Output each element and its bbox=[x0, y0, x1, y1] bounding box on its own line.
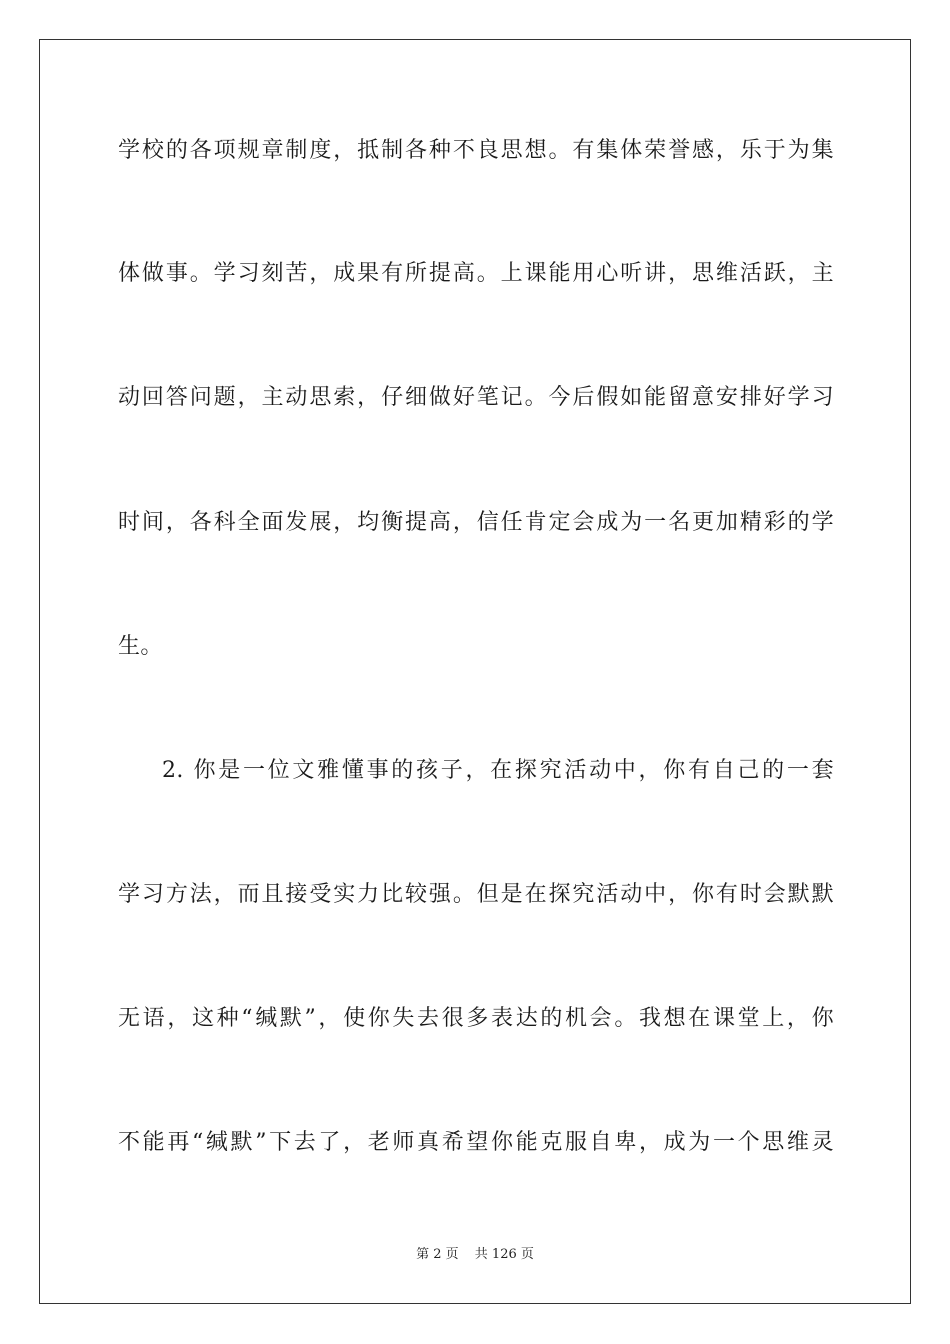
text-line: 学校的各项规章制度，抵制各种不良思想。有集体荣誉感，乐于为集 bbox=[118, 138, 834, 163]
text-line: 动回答问题，主动思索，仔细做好笔记。今后假如能留意安排好学习 bbox=[118, 385, 834, 410]
text-line: 时间，各科全面发展，均衡提高，信任肯定会成为一名更加精彩的学 bbox=[118, 510, 834, 535]
page-footer bbox=[0, 1246, 950, 1264]
text-line: 学习方法，而且接受实力比较强。但是在探究活动中，你有时会默默 bbox=[118, 882, 834, 907]
text-line: 不能再“缄默”下去了，老师真希望你能克服自卑，成为一个思维灵 bbox=[118, 1130, 834, 1155]
text-line: 无语，这种“缄默”，使你失去很多表达的机会。我想在课堂上，你 bbox=[118, 1006, 834, 1031]
text-line: 体做事。学习刻苦，成果有所提高。上课能用心听讲，思维活跃，主 bbox=[118, 261, 834, 286]
page-number: 第 2 页 bbox=[416, 1247, 459, 1262]
text-line: 生。 bbox=[118, 634, 163, 659]
page-border bbox=[39, 39, 911, 1304]
page-total: 共 126 页 bbox=[474, 1247, 534, 1262]
text-line: 2. 你是一位文雅懂事的孩子，在探究活动中，你有自己的一套 bbox=[162, 758, 834, 783]
